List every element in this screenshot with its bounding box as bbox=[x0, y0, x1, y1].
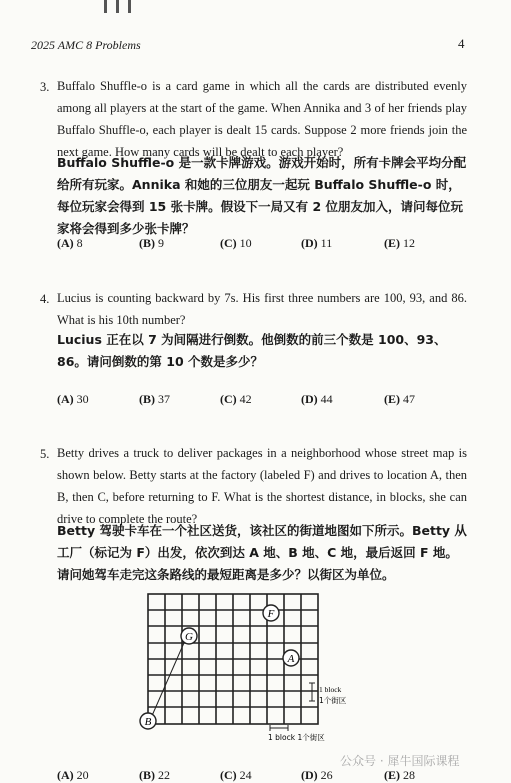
question-5-number: 5. bbox=[40, 447, 50, 461]
choice-a: (A) 8 bbox=[57, 236, 83, 250]
choice-b: (B) 9 bbox=[139, 236, 164, 250]
location-a-marker bbox=[283, 650, 299, 666]
exam-title: 2025 AMC 8 Problems bbox=[31, 38, 141, 52]
question-4-english: Lucius is counting backward by 7s. His first three numbers are 100, 93, and 86. What is his 10th number? bbox=[57, 291, 467, 327]
choice-e: (E) 12 bbox=[384, 236, 415, 250]
page-number: 4 bbox=[458, 36, 465, 51]
choice-c: (C) 42 bbox=[220, 392, 252, 406]
choice-a: (A) 20 bbox=[57, 768, 89, 782]
choice-e: (E) 28 bbox=[384, 768, 415, 782]
question-4-chinese: Lucius 正在以 7 为间隔进行倒数。他倒数的前三个数是 100、93、86。请问倒数的第 10 个数是多少？ bbox=[57, 332, 447, 369]
question-5-english: Betty drives a truck to deliver packages in a neighborhood whose street map is shown below. Betty starts at the factory (labeled F) and drives to location A, then B, then C, before returning to F. What is the shortest distance, in blocks, she can drive to complete the route? bbox=[57, 446, 467, 526]
question-3-english: Buffalo Shuffle-o is a card game in which all the cards are distributed evenly among all players at the start of the game. When Annika and 3 of her friends play Buffalo Shuffle-o, each player is dealt 15 cards. Suppose 2 more friends join the next game. How many cards will be dealt to each player? bbox=[57, 79, 467, 159]
choice-a: (A) 30 bbox=[57, 392, 89, 406]
question-5-chinese: Betty 驾驶卡车在一个社区送货，该社区的街道地图如下所示。Betty 从工厂（标记为 F）出发，依次到达 A 地、B 地、C 地，最后返回 F 地。请问她驾车走完这条路线的最短距离是多少？以街区为单位。 bbox=[57, 523, 467, 582]
vertical-scale-label: 1 block bbox=[319, 685, 342, 694]
choice-d: (D) 44 bbox=[301, 392, 333, 406]
choice-b: (B) 37 bbox=[139, 392, 170, 406]
choice-c: (C) 10 bbox=[220, 236, 252, 250]
choice-e: (E) 47 bbox=[384, 392, 415, 406]
choice-d: (D) 26 bbox=[301, 768, 333, 782]
svg-text:G: G bbox=[185, 631, 193, 643]
horizontal-scale-marker bbox=[270, 725, 288, 731]
svg-text:A: A bbox=[287, 653, 295, 665]
question-4-number: 4. bbox=[40, 292, 50, 306]
vertical-scale-marker bbox=[309, 683, 315, 701]
choice-c: (C) 24 bbox=[220, 768, 252, 782]
choice-b: (B) 22 bbox=[139, 768, 170, 782]
svg-text:B: B bbox=[144, 716, 152, 728]
location-b-marker bbox=[140, 713, 156, 729]
question-3-chinese: Buffalo Shuffle-o 是一款卡牌游戏。游戏开始时，所有卡牌会平均分配给所有玩家。Annika 和她的三位朋友一起玩 Buffalo Shuffle-o 时，每位玩家会得到 15 张卡牌。假设下一局又有 2 位朋友加入，请问每位玩家将会得到多少张卡牌？ bbox=[57, 155, 467, 236]
vertical-scale-label-zh: 1个街区 bbox=[319, 696, 347, 705]
watermark: 公众号 · 犀牛国际课程 bbox=[340, 754, 460, 768]
horizontal-scale-label: 1 block 1个街区 bbox=[268, 733, 325, 742]
street-map bbox=[138, 588, 358, 753]
choice-d: (D) 11 bbox=[301, 236, 333, 250]
question-3-number: 3. bbox=[40, 80, 50, 94]
location-f-marker bbox=[263, 605, 279, 621]
svg-text:F: F bbox=[267, 608, 275, 620]
location-g-marker bbox=[181, 628, 197, 644]
